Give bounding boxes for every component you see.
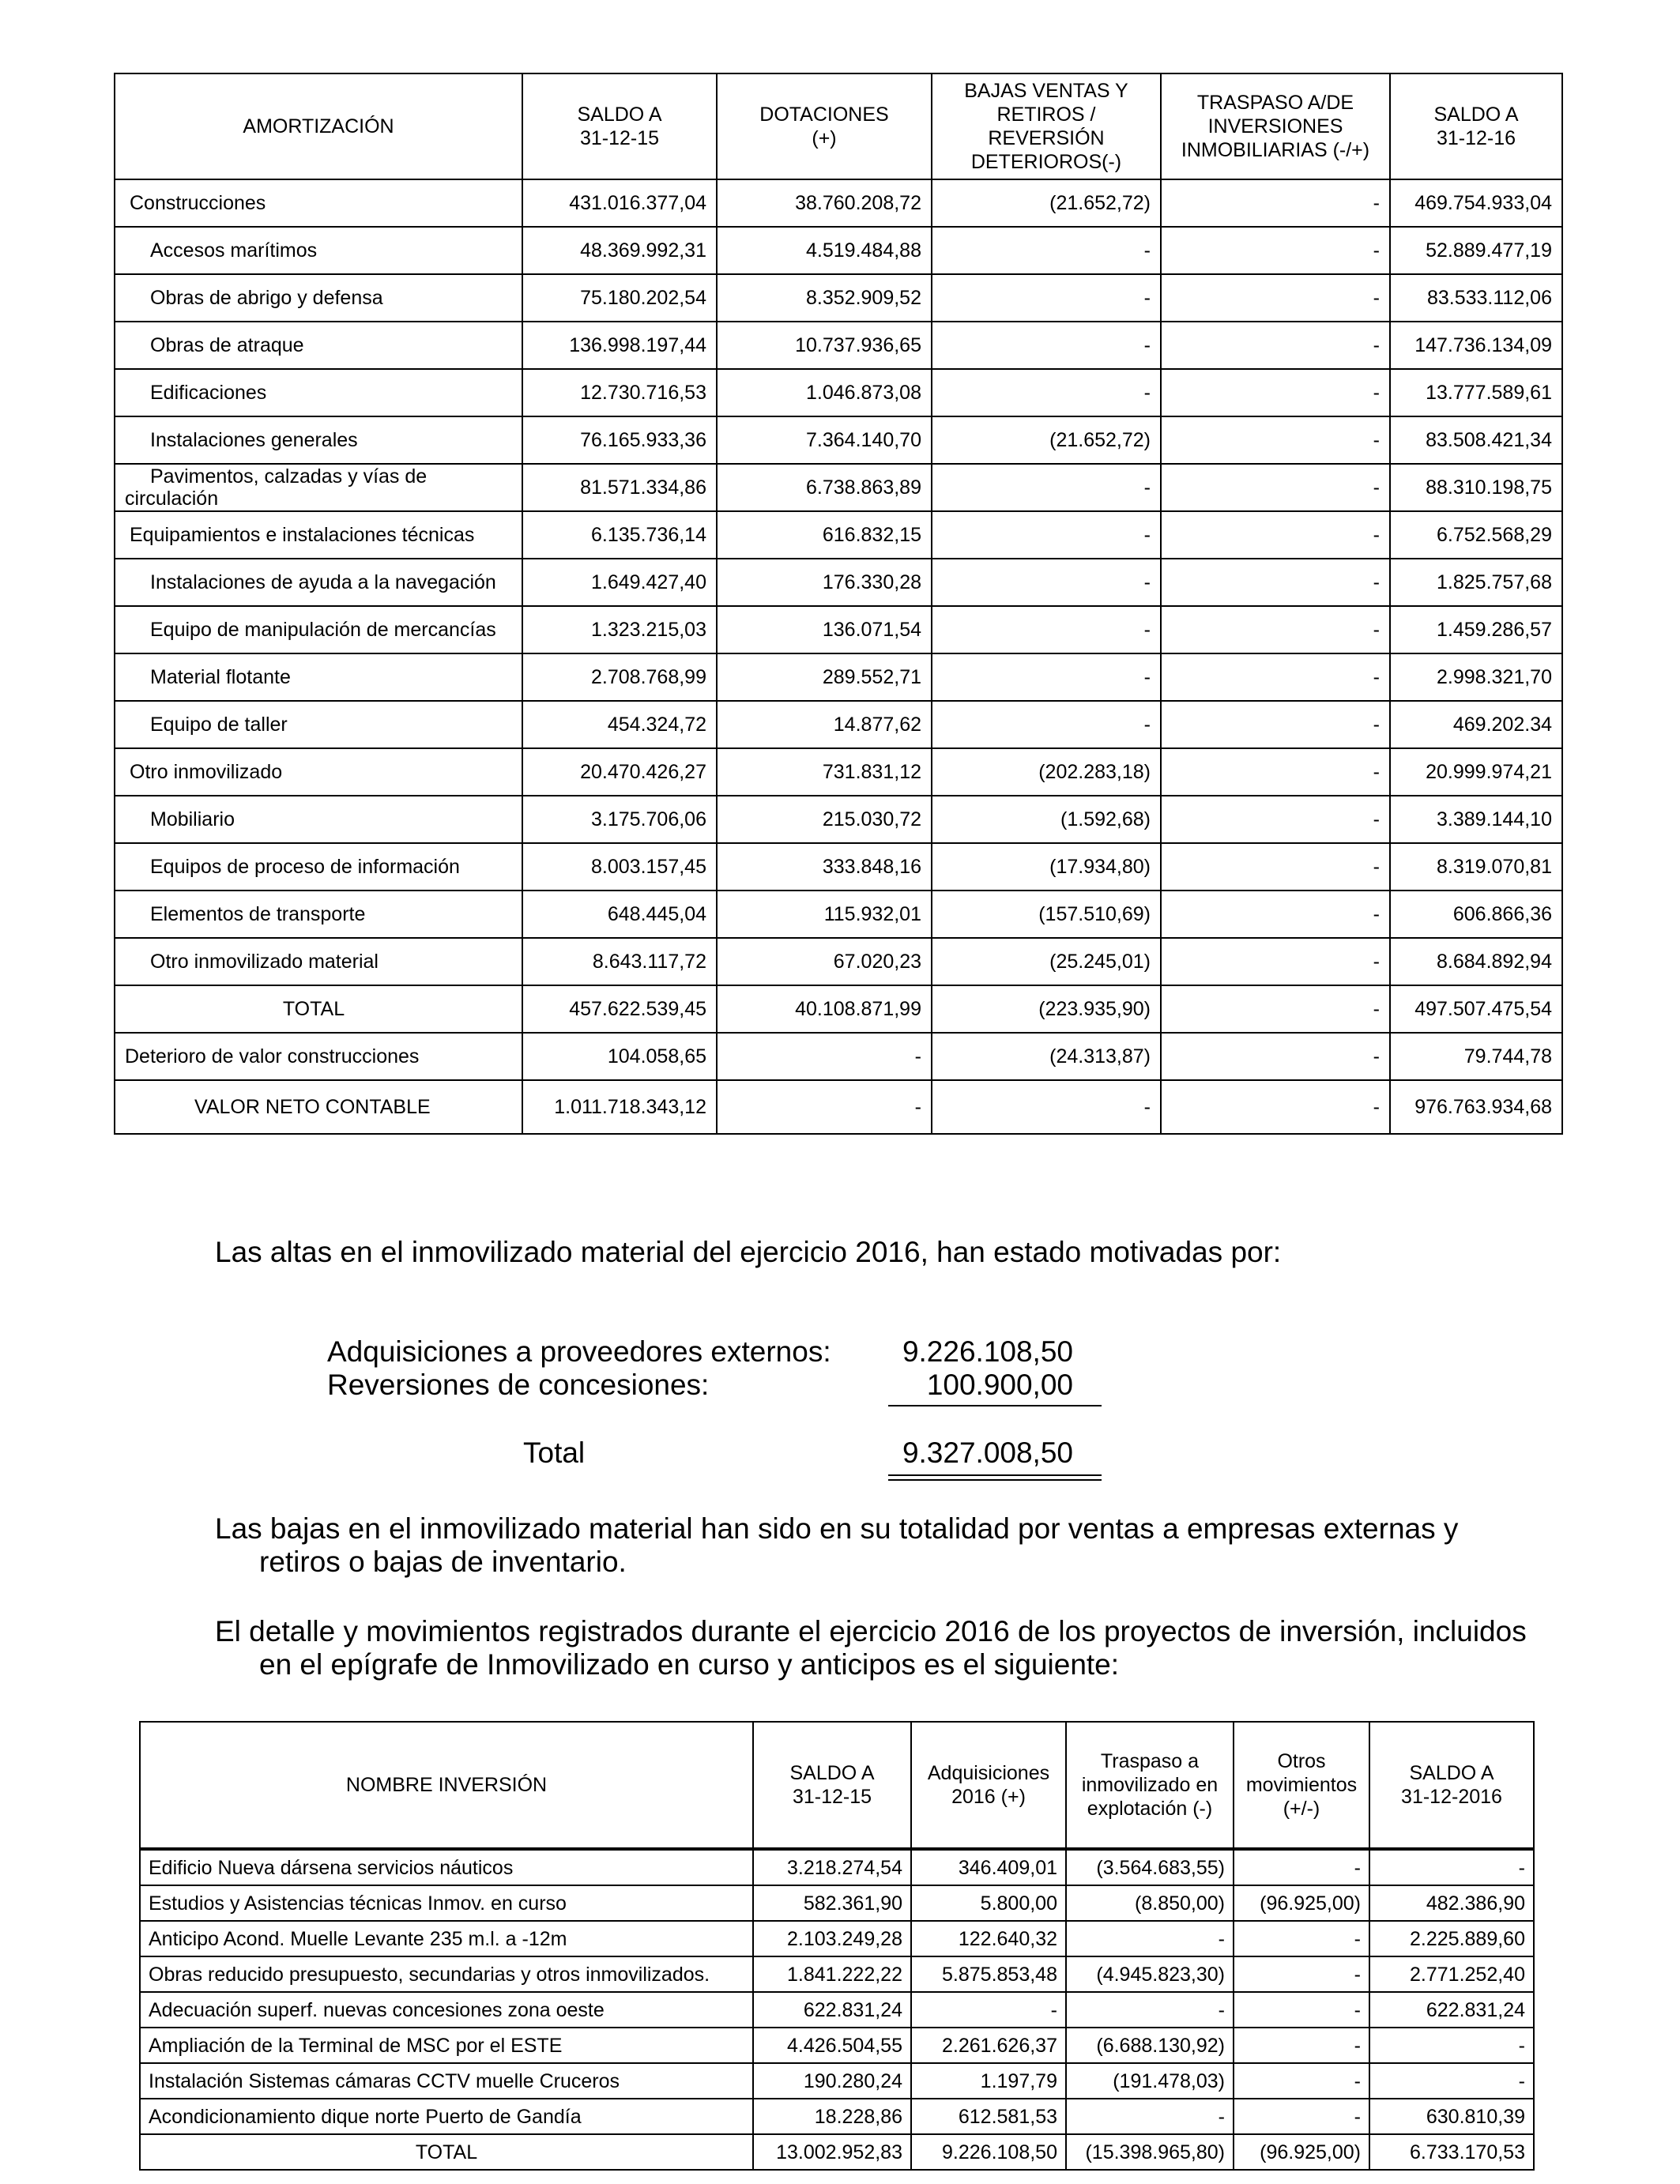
cell-value: - [932, 464, 1161, 511]
cell-value: 606.866,36 [1390, 891, 1562, 938]
cell-value: - [932, 1080, 1161, 1134]
cell-value: 3.389.144,10 [1390, 796, 1562, 843]
cell-value: 5.800,00 [911, 1885, 1066, 1921]
row-label: Equipo de taller [115, 701, 522, 748]
cell-value: 333.848,16 [717, 843, 932, 891]
cell-value: 616.832,15 [717, 511, 932, 559]
cell-value: 13.777.589,61 [1390, 369, 1562, 416]
cell-value: - [1234, 1956, 1369, 1992]
cell-value: - [932, 606, 1161, 653]
cell-value: 482.386,90 [1369, 1885, 1534, 1921]
cell-value: - [1066, 1992, 1234, 2028]
table-row [115, 369, 1562, 416]
cell-value: 83.533.112,06 [1390, 274, 1562, 322]
cell-value: 457.622.539,45 [522, 985, 717, 1033]
cell-value: 731.831,12 [717, 748, 932, 796]
row-label: Edificio Nueva dársena servicios náuticos [140, 1849, 753, 1885]
row-label: Pavimentos, calzadas y vías de circulación [115, 464, 522, 511]
column-header: NOMBRE INVERSIÓN [140, 1722, 753, 1849]
cell-value: 88.310.198,75 [1390, 464, 1562, 511]
cell-value: 1.323.215,03 [522, 606, 717, 653]
row-label: Obras reducido presupuesto, secundarias y otros inmovilizados. [140, 1956, 753, 1992]
cell-value: (157.510,69) [932, 891, 1161, 938]
table-row [115, 748, 1562, 796]
cell-value: - [1161, 559, 1390, 606]
cell-value: - [911, 1992, 1066, 2028]
row-label: Equipo de manipulación de mercancías [115, 606, 522, 653]
cell-value: 8.003.157,45 [522, 843, 717, 891]
cell-value: - [717, 1080, 932, 1134]
cell-value: 12.730.716,53 [522, 369, 717, 416]
cell-value: (21.652,72) [932, 179, 1161, 227]
table-row [115, 1080, 1562, 1134]
cell-value: 38.760.208,72 [717, 179, 932, 227]
table-row [115, 653, 1562, 701]
cell-value: 8.643.117,72 [522, 938, 717, 985]
table-row [140, 2099, 1534, 2134]
cell-value: 6.733.170,53 [1369, 2134, 1534, 2170]
table-header-row [115, 73, 1562, 179]
cell-value: 2.103.249,28 [753, 1921, 911, 1956]
cell-value: (15.398.965,80) [1066, 2134, 1234, 2170]
cell-value: 2.771.252,40 [1369, 1956, 1534, 1992]
table-row [115, 274, 1562, 322]
row-label: Instalación Sistemas cámaras CCTV muelle Cruceros [140, 2063, 753, 2099]
table-row [140, 1885, 1534, 1921]
cell-value: 8.319.070,81 [1390, 843, 1562, 891]
cell-value: 136.071,54 [717, 606, 932, 653]
row-label: Obras de atraque [115, 322, 522, 369]
table-row [140, 2028, 1534, 2063]
cell-value: - [1234, 1849, 1369, 1885]
row-label: Otro inmovilizado material [115, 938, 522, 985]
bajas-paragraph [215, 1512, 1547, 1579]
cell-value: 20.470.426,27 [522, 748, 717, 796]
cell-value: 147.736.134,09 [1390, 322, 1562, 369]
cell-value: (8.850,00) [1066, 1885, 1234, 1921]
row-label: Acondicionamiento dique norte Puerto de Gandía [140, 2099, 753, 2134]
cell-value: 76.165.933,36 [522, 416, 717, 464]
total-double-underline-bottom [888, 1479, 1102, 1481]
cell-value: (191.478,03) [1066, 2063, 1234, 2099]
bajas-line-2: retiros o bajas de inventario. [259, 1546, 627, 1578]
cell-value: 2.225.889,60 [1369, 1921, 1534, 1956]
cell-value: - [1161, 748, 1390, 796]
table-row [115, 891, 1562, 938]
table-row [115, 179, 1562, 227]
cell-value: 3.218.274,54 [753, 1849, 911, 1885]
cell-value: (21.652,72) [932, 416, 1161, 464]
investment-projects-table [139, 1721, 1535, 2171]
cell-value: 1.197,79 [911, 2063, 1066, 2099]
table-row [140, 1921, 1534, 1956]
cell-value: - [1369, 2063, 1534, 2099]
cell-value: - [1234, 2099, 1369, 2134]
cell-value: 7.364.140,70 [717, 416, 932, 464]
sum-underline [888, 1405, 1102, 1406]
cell-value: 104.058,65 [522, 1033, 717, 1080]
table-row [115, 701, 1562, 748]
cell-value: 9.226.108,50 [911, 2134, 1066, 2170]
amortization-table [114, 73, 1563, 1135]
row-label: TOTAL [140, 2134, 753, 2170]
column-header: AMORTIZACIÓN [115, 73, 522, 179]
cell-value: 13.002.952,83 [753, 2134, 911, 2170]
cell-value: (6.688.130,92) [1066, 2028, 1234, 2063]
cell-value: 622.831,24 [753, 1992, 911, 2028]
cell-value: - [932, 701, 1161, 748]
table-row [115, 511, 1562, 559]
cell-value: (223.935,90) [932, 985, 1161, 1033]
cell-value: - [1234, 2028, 1369, 2063]
cell-value: - [1161, 796, 1390, 843]
cell-value: - [1234, 1921, 1369, 1956]
cell-value: - [1161, 1080, 1390, 1134]
cell-value: (25.245,01) [932, 938, 1161, 985]
altas-label-reversiones: Reversiones de concesiones: [327, 1369, 710, 1401]
cell-value: - [1369, 2028, 1534, 2063]
row-label: Equipamientos e instalaciones técnicas [115, 511, 522, 559]
table-row [115, 985, 1562, 1033]
cell-value: 289.552,71 [717, 653, 932, 701]
cell-value: 1.649.427,40 [522, 559, 717, 606]
cell-value: (96.925,00) [1234, 2134, 1369, 2170]
cell-value: 190.280,24 [753, 2063, 911, 2099]
cell-value: - [932, 227, 1161, 274]
cell-value: - [1161, 701, 1390, 748]
cell-value: - [932, 511, 1161, 559]
cell-value: 4.426.504,55 [753, 2028, 911, 2063]
cell-value: 1.841.222,22 [753, 1956, 911, 1992]
cell-value: 346.409,01 [911, 1849, 1066, 1885]
cell-value: - [1369, 1849, 1534, 1885]
cell-value: 83.508.421,34 [1390, 416, 1562, 464]
table-row [115, 464, 1562, 511]
row-label: TOTAL [115, 985, 522, 1033]
cell-value: 4.519.484,88 [717, 227, 932, 274]
cell-value: - [1066, 1921, 1234, 1956]
cell-value: 48.369.992,31 [522, 227, 717, 274]
cell-value: 6.752.568,29 [1390, 511, 1562, 559]
row-label: Material flotante [115, 653, 522, 701]
cell-value: 454.324,72 [522, 701, 717, 748]
cell-value: 976.763.934,68 [1390, 1080, 1562, 1134]
row-label: Instalaciones generales [115, 416, 522, 464]
cell-value: - [1161, 938, 1390, 985]
cell-value: 630.810,39 [1369, 2099, 1534, 2134]
table-header-row [140, 1722, 1534, 1849]
cell-value: (202.283,18) [932, 748, 1161, 796]
row-label: Elementos de transporte [115, 891, 522, 938]
cell-value: - [1234, 2063, 1369, 2099]
cell-value: 40.108.871,99 [717, 985, 932, 1033]
cell-value: 115.932,01 [717, 891, 932, 938]
cell-value: 497.507.475,54 [1390, 985, 1562, 1033]
cell-value: - [1161, 1033, 1390, 1080]
cell-value: 8.352.909,52 [717, 274, 932, 322]
bajas-line-1: Las bajas en el inmovilizado material han sido en su totalidad por ventas a empresas externas y [215, 1512, 1459, 1545]
detalle-paragraph [215, 1615, 1547, 1681]
row-label: Mobiliario [115, 796, 522, 843]
cell-value: 10.737.936,65 [717, 322, 932, 369]
row-label: Obras de abrigo y defensa [115, 274, 522, 322]
column-header: Traspaso a inmovilizado en explotación (-) [1066, 1722, 1234, 1849]
row-label: Deterioro de valor construcciones [115, 1033, 522, 1080]
row-label: Ampliación de la Terminal de MSC por el ESTE [140, 2028, 753, 2063]
cell-value: 18.228,86 [753, 2099, 911, 2134]
cell-value: - [1161, 985, 1390, 1033]
cell-value: (96.925,00) [1234, 1885, 1369, 1921]
altas-label-adquisiciones: Adquisiciones a proveedores externos: [327, 1335, 831, 1368]
table-row [115, 1033, 1562, 1080]
column-header: BAJAS VENTAS Y RETIROS / REVERSIÓN DETERIOROS(-) [932, 73, 1161, 179]
table-row [140, 1992, 1534, 2028]
detalle-line-1: El detalle y movimientos registrados durante el ejercicio 2016 de los proyectos de inversión, incluidos [215, 1615, 1527, 1647]
cell-value: 6.135.736,14 [522, 511, 717, 559]
row-label: Equipos de proceso de información [115, 843, 522, 891]
cell-value: 612.581,53 [911, 2099, 1066, 2134]
cell-value: - [1161, 416, 1390, 464]
column-header: SALDO A 31-12-2016 [1369, 1722, 1534, 1849]
table-row [140, 2063, 1534, 2099]
column-header: Adquisiciones 2016 (+) [911, 1722, 1066, 1849]
cell-value: 2.998.321,70 [1390, 653, 1562, 701]
cell-value: - [1066, 2099, 1234, 2134]
cell-value: 215.030,72 [717, 796, 932, 843]
cell-value: 136.998.197,44 [522, 322, 717, 369]
column-header: SALDO A 31-12-15 [522, 73, 717, 179]
column-header: DOTACIONES (+) [717, 73, 932, 179]
cell-value: 6.738.863,89 [717, 464, 932, 511]
row-label: Construcciones [115, 179, 522, 227]
cell-value: - [1161, 369, 1390, 416]
cell-value: 1.825.757,68 [1390, 559, 1562, 606]
cell-value: - [932, 274, 1161, 322]
altas-total-label: Total [523, 1437, 586, 1469]
cell-value: - [1161, 464, 1390, 511]
cell-value: (17.934,80) [932, 843, 1161, 891]
cell-value: 14.877,62 [717, 701, 932, 748]
cell-value: - [1161, 179, 1390, 227]
cell-value: (1.592,68) [932, 796, 1161, 843]
cell-value: - [932, 322, 1161, 369]
row-label: Edificaciones [115, 369, 522, 416]
cell-value: - [1161, 227, 1390, 274]
column-header: SALDO A 31-12-15 [753, 1722, 911, 1849]
cell-value: 20.999.974,21 [1390, 748, 1562, 796]
altas-intro-text: Las altas en el inmovilizado material del ejercicio 2016, han estado motivadas por: [215, 1236, 1282, 1268]
altas-value-reversiones: 100.900,00 [926, 1369, 1073, 1401]
cell-value: 122.640,32 [911, 1921, 1066, 1956]
detalle-line-2: en el epígrafe de Inmovilizado en curso y anticipos es el siguiente: [259, 1648, 1120, 1681]
cell-value: - [1161, 653, 1390, 701]
cell-value: 1.459.286,57 [1390, 606, 1562, 653]
table-row [140, 1956, 1534, 1992]
column-header: TRASPASO A/DE INVERSIONES INMOBILIARIAS (-/+) [1161, 73, 1390, 179]
cell-value: 67.020,23 [717, 938, 932, 985]
total-double-underline-top [888, 1474, 1102, 1476]
cell-value: - [1161, 843, 1390, 891]
cell-value: - [1161, 274, 1390, 322]
cell-value: 622.831,24 [1369, 1992, 1534, 2028]
cell-value: 75.180.202,54 [522, 274, 717, 322]
table-row [115, 606, 1562, 653]
cell-value: 8.684.892,94 [1390, 938, 1562, 985]
table-row [115, 227, 1562, 274]
cell-value: 582.361,90 [753, 1885, 911, 1921]
cell-value: 81.571.334,86 [522, 464, 717, 511]
cell-value: - [1161, 322, 1390, 369]
cell-value: 2.708.768,99 [522, 653, 717, 701]
cell-value: (4.945.823,30) [1066, 1956, 1234, 1992]
cell-value: 1.011.718.343,12 [522, 1080, 717, 1134]
cell-value: (24.313,87) [932, 1033, 1161, 1080]
table-row [115, 322, 1562, 369]
cell-value: (3.564.683,55) [1066, 1849, 1234, 1885]
cell-value: 469.202.34 [1390, 701, 1562, 748]
table-row [140, 1849, 1534, 1885]
row-label: Accesos marítimos [115, 227, 522, 274]
cell-value: 648.445,04 [522, 891, 717, 938]
cell-value: - [1234, 1992, 1369, 2028]
table-row [140, 2134, 1534, 2170]
table-row [115, 843, 1562, 891]
table-row [115, 559, 1562, 606]
cell-value: 1.046.873,08 [717, 369, 932, 416]
row-label: VALOR NETO CONTABLE [115, 1080, 522, 1134]
cell-value: 2.261.626,37 [911, 2028, 1066, 2063]
row-label: Otro inmovilizado [115, 748, 522, 796]
table-row [115, 796, 1562, 843]
cell-value: - [932, 369, 1161, 416]
cell-value: 3.175.706,06 [522, 796, 717, 843]
cell-value: 431.016.377,04 [522, 179, 717, 227]
cell-value: - [1161, 511, 1390, 559]
cell-value: 52.889.477,19 [1390, 227, 1562, 274]
cell-value: 5.875.853,48 [911, 1956, 1066, 1992]
cell-value: - [1161, 891, 1390, 938]
table-row [115, 938, 1562, 985]
row-label: Adecuación superf. nuevas concesiones zona oeste [140, 1992, 753, 2028]
cell-value: - [932, 559, 1161, 606]
altas-total-value: 9.327.008,50 [902, 1437, 1073, 1469]
cell-value: - [1161, 606, 1390, 653]
column-header: Otros movimientos (+/-) [1234, 1722, 1369, 1849]
table-row [115, 416, 1562, 464]
altas-value-adquisiciones: 9.226.108,50 [902, 1335, 1073, 1368]
cell-value: - [932, 653, 1161, 701]
row-label: Instalaciones de ayuda a la navegación [115, 559, 522, 606]
row-label: Estudios y Asistencias técnicas Inmov. en curso [140, 1885, 753, 1921]
row-label: Anticipo Acond. Muelle Levante 235 m.l. a -12m [140, 1921, 753, 1956]
cell-value: 176.330,28 [717, 559, 932, 606]
cell-value: 469.754.933,04 [1390, 179, 1562, 227]
cell-value: 79.744,78 [1390, 1033, 1562, 1080]
cell-value: - [717, 1033, 932, 1080]
column-header: SALDO A 31-12-16 [1390, 73, 1562, 179]
